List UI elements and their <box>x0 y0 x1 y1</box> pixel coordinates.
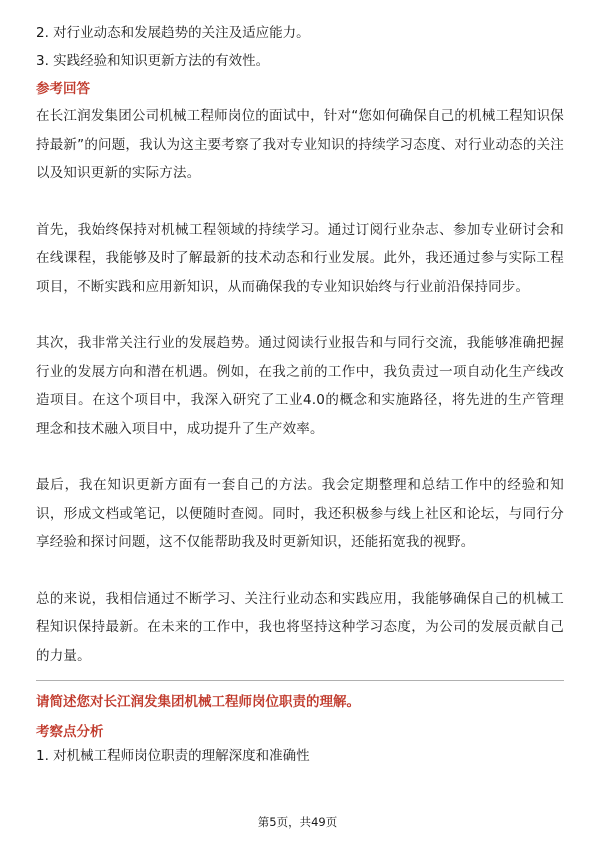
next-question: 请简述您对长江润发集团机械工程师岗位职责的理解。 <box>36 694 360 710</box>
answer-paragraph-first: 首先，我始终保持对机械工程领域的持续学习。通过订阅行业杂志、参加专业研讨会和在线课程，我能够及时了解最新的技术动态和行业发展。此外，我还通过参与实际工程项目，不断实践和应用新知识，从而确保我的专业知识始终与行业前沿保持同步。 <box>36 221 564 295</box>
section-divider <box>36 680 564 681</box>
answer-paragraph-last: 最后，我在知识更新方面有一套自己的方法。我会定期整理和总结工作中的经验和知识，形成文档或笔记，以便随时查阅。同时，我还积极参与线上社区和论坛，与同行分享经验和探讨问题，这不仅能帮助我及时更新知识，还能拓宽我的视野。 <box>36 477 564 550</box>
page-content <box>36 22 564 773</box>
analysis-heading: 考察点分析 <box>36 724 104 740</box>
assessment-point-3: 3. 实践经验和知识更新方法的有效性。 <box>36 53 270 69</box>
reference-answer-heading: 参考回答 <box>36 81 90 97</box>
analysis-point-1: 1. 对机械工程师岗位职责的理解深度和准确性 <box>36 748 310 764</box>
answer-paragraph-intro: 在长江润发集团公司机械工程师岗位的面试中，针对“您如何确保自己的机械工程知识保持最新”的问题，我认为这主要考察了我对专业知识的持续学习态度、对行业动态的关注以及知识更新的实际方法。 <box>36 108 564 181</box>
assessment-point-2: 2. 对行业动态和发展趋势的关注及适应能力。 <box>36 25 310 41</box>
answer-paragraph-second: 其次，我非常关注行业的发展趋势。通过阅读行业报告和与同行交流，我能够准确把握行业的发展方向和潜在机遇。例如，在我之前的工作中，我负责过一项自动化生产线改造项目。在这个项目中，我深入研究了工业4.0的概念和实施路径，将先进的生产管理理念和技术融入项目中，成功提升了生产效率。 <box>36 335 564 437</box>
page-footer: 第5页，共49页 <box>257 815 338 829</box>
answer-paragraph-summary: 总的来说，我相信通过不断学习、关注行业动态和实践应用，我能够确保自己的机械工程知识保持最新。在未来的工作中，我也将坚持这种学习态度，为公司的发展贡献自己的力量。 <box>36 590 564 664</box>
